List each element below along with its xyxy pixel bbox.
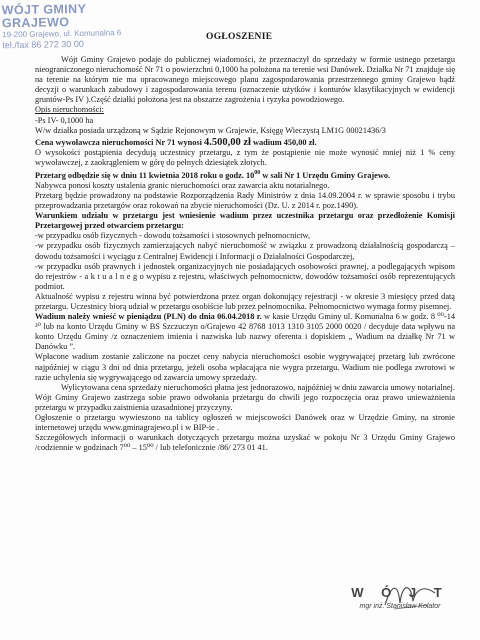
signature-name: mgr inż. Stanisław Kolator: [359, 603, 441, 610]
intro-paragraph: Wójt Gminy Grajewo podaje do publicznej wiadomości, że przeznaczył do sprzedaży w formie ustnego przetargu nieograniczonego nieruchomość Nr 71 o powierzchni 0,1000 ha położona na terenie wsi Danówek. Działka Nr 71 znajduje się na terenie na którym nie ma opracowanego miejscowego planu zagospodarowania przestrzennego gminy Grajewo bądź decyzji o warunkach zabudowy i zagospodarowania terenu (oznaczenie użytków i konturów klasyfikacyjnych w ewidencji gruntów-Ps IV ).Część działki położona jest na obszarze zagrożenia i ryzyka powodziowego.: [35, 55, 456, 105]
auction-date-paragraph: [35, 168, 455, 181]
deposit-settlement-paragraph: Wpłacone wadium zostanie zaliczone na poczet ceny nabycia nieruchomości osobie wygrywającej przetarg lub zwrócone najpóźniej w ciągu 3 dni od dnia przetargu, jeżeli osoba wpłacająca nie wygra przetargu. Wadium nie podlega zwrotowi w razie uchylenia się wygrywającego od zawarcia umowy sprzedaży.: [35, 352, 455, 382]
price-wadium: wadium 450,00 zł.: [253, 137, 317, 147]
deposit-paragraph: [35, 312, 455, 352]
auction-place-text: w sali Nr 1 Urzędu Gminy Grajewo.: [260, 170, 391, 180]
legal-basis-paragraph: Przetarg będzie prowadzony na podstawie Rozporządzenia Rady Ministrów z dnia 14.09.2004 r. w sprawie sposobu i trybu przeprowadzania przetargów oraz rokowań na zbycie nieruchomości (Dz. U. z 2014 r. poz.1490).: [35, 190, 455, 211]
deposit-lead: Wadium należy wnieść w pieniądzu (PLN) do dnia 06.04.2018 r.: [35, 312, 262, 322]
price-line: [35, 138, 455, 148]
signature-role: W Ó J T: [351, 585, 449, 600]
auction-hour-minutes: 00: [254, 170, 261, 177]
document-title: OGŁOSZENIE: [206, 32, 273, 42]
property-description-value: -Ps IV- 0,1000 ha: [35, 115, 94, 125]
price-label: Cena wywoławcza nieruchomości Nr 71 wynosi: [35, 137, 202, 147]
requirement-legal-entities: -w przypadku osób prawnych i jednostek organizacyjnych nie posiadających osobowości prawnej, a podlegających wpisom do rejestrów - a k t u a l n e g o wypisu z rejestru, właściwych pełnomocnictw, dowodów tożsamości osób reprezentujących podmiot.: [35, 261, 455, 291]
publication-paragraph: Ogłoszenie o przetargu wywieszono na tablicy ogłoszeń w miejscowości Danówek oraz w Urzędzie Gminy, na stronie internetowej urzędu www.gminagrajewo.pl i w BIP-ie .: [35, 413, 455, 433]
bid-increment-paragraph: O wysokości postąpienia decydują uczestnicy przetargu, z tym że postąpienie nie może wynosić mniej niż 1 % ceny wywoławczej, z zaokrągleniem w górę do pełnych dziesiątek złotych.: [35, 147, 455, 167]
registry-validity-paragraph: Aktualność wypisu z rejestru winna być potwierdzona przez organ dokonujący rejestracji - w okresie 3 miesięcy przed datą przetargu. Uczestnicy biorą udział w przetargu osobiście lub przez pełnomocnika. Pełnomocnictwo wymaga formy pisemnej.: [35, 291, 455, 312]
stamp-line-2: 19-200 Grajewo, ul. Komunalna 6: [2, 28, 122, 40]
deposit-text: w kasie Urzędu Gminy ul. Komunalna 6 w godz. 8 ⁰⁰-14 ³⁰ lub na konto Urzędu Gminy w BS Szczuczyn o/Grajewo 42 8768 1013 1310 3105 2000 0020 / decyduje data wpływu na konto Urzędu Gminy /z oznaczeniem imienia i nazwiska lub nazwy oferenta i dopiskiem „ Wadium na działkę Nr 71 w Danówku ”.: [35, 312, 455, 352]
costs-paragraph: Nabywca ponosi koszty ustalenia granic nieruchomości oraz zawarcia aktu notarialnego.: [35, 180, 330, 190]
office-stamp: [2, 2, 153, 51]
requirement-business-persons: -w przypadku osób fizycznych zamierzających nabyć nieruchomość w związku z prowadzoną działalnością gospodarczą – dowodu tożsamości i wyciągu z Centralnej Ewidencji i Informacji o Działalności Gospodarczej,: [35, 241, 455, 261]
stamp-line-3: tel./fax 86 272 30 00: [2, 38, 84, 51]
land-register-paragraph: W/w działka posiada urządzoną w Sądzie Rejonowym w Grajewie, Księgę Wieczystą LM1G 00021436/3: [35, 125, 386, 135]
participation-condition-paragraph: Warunkiem udziału w przetargu jest wniesienie wadium przez uczestnika przetargu oraz przedłożenie Komisji Przetargowej przed otwarciem przetargu:: [35, 211, 455, 231]
price-value: 4.500,00 zł: [204, 136, 251, 148]
cancellation-paragraph: Wójt Gminy Grajewo zastrzega sobie prawo odwołania przetargu do chwili jego rozpoczęcia oraz prawo unieważnienia przetargu w przypadku zaistnienia uzasadnionej przyczyny.: [35, 392, 455, 412]
payment-paragraph: Wylicytowana cena sprzedaży nieruchomości płatna jest jednorazowo, najpóźniej w dniu zawarcia umowy notarialnej.: [61, 382, 455, 392]
auction-date-text: Przetarg odbędzie się w dniu 11 kwietnia 2018 roku o godz. 10: [35, 170, 255, 180]
requirement-natural-persons: -w przypadku osób fizycznych - dowodu tożsamości i stosownych pełnomocnictw,: [35, 231, 311, 241]
property-description-label: Opis nieruchomości:: [35, 105, 104, 115]
announcement-body: [35, 55, 455, 453]
information-paragraph: Szczegółowych informacji o warunkach dotyczących przetargu można uzyskać w pokoju Nr 3 Urzędu Gminy Grajewo /codziennie w godzinach 7⁰⁰ – 15⁰⁰ / lub telefonicznie /86/ 273 01 41.: [35, 433, 455, 453]
stamp-line-1: WÓJT GMINY GRAJEWO: [1, 1, 87, 31]
signature-block: [340, 585, 460, 610]
